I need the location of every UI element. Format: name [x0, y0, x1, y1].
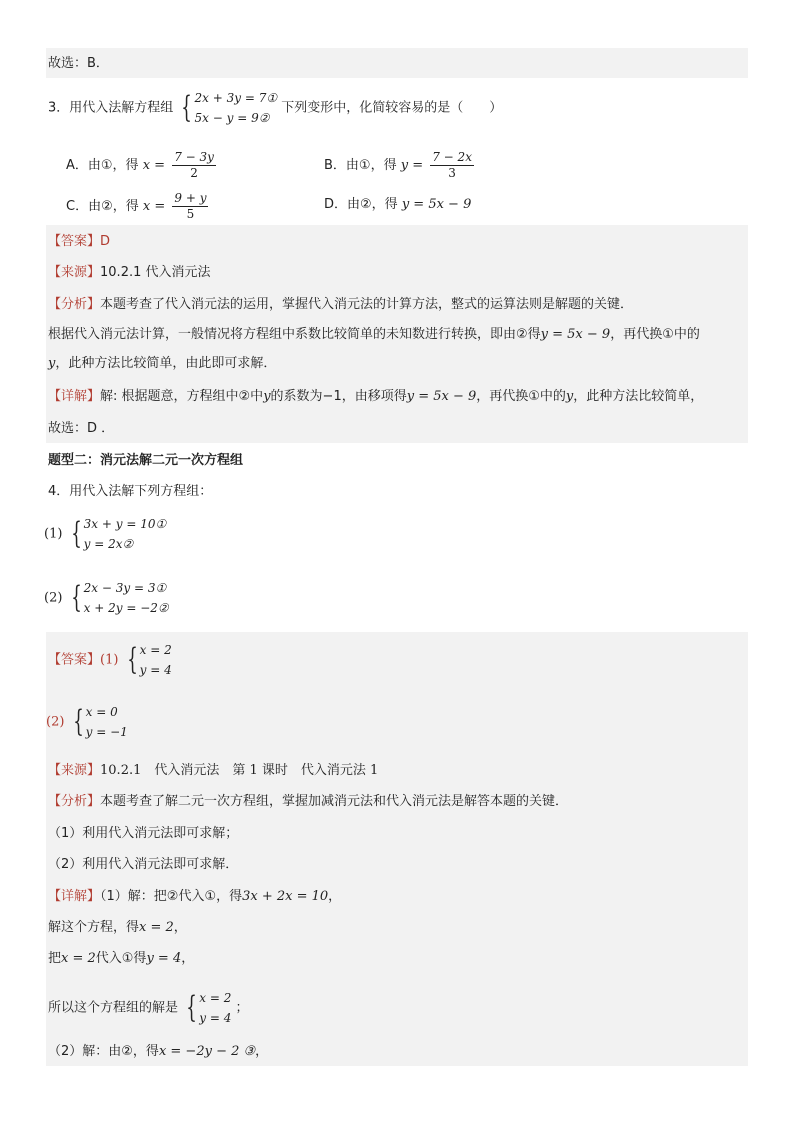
- detail-text: ，: [328, 889, 342, 904]
- analysis-text: ，再代换①中的: [610, 327, 700, 342]
- q4-source: [48, 762, 378, 780]
- equation: x = 0: [85, 705, 118, 719]
- q4-part2-system: [67, 578, 169, 618]
- detail-text: ，再代换①中的: [476, 389, 566, 404]
- option-d-prefix: D．由②，得: [324, 197, 398, 212]
- option-b-denominator: 3: [448, 166, 456, 180]
- detail-expr: y = 5x − 9: [406, 389, 477, 404]
- equation: y = −1: [85, 725, 128, 739]
- detail-text: 代入①得: [95, 951, 147, 966]
- brace-icon: {: [72, 704, 84, 739]
- prev-answer: 故选：B．: [48, 56, 109, 71]
- q3-stem-prefix: 3．用代入法解方程组: [48, 100, 174, 116]
- part-label: (2): [46, 714, 65, 730]
- option-c-denominator: 5: [186, 207, 195, 221]
- part-label: (2): [44, 590, 63, 606]
- equation: y = 4: [139, 663, 172, 677]
- equation: x + 2y = −2②: [83, 601, 169, 615]
- option-a-denominator: 2: [190, 166, 198, 180]
- q3-analysis: [48, 296, 633, 314]
- answer-tag: 【答案】: [48, 234, 101, 249]
- detail-text: 把: [48, 951, 62, 966]
- detail-expr: x = 2: [61, 951, 96, 966]
- equation: y = 2x②: [83, 537, 134, 551]
- answer1-system: [123, 640, 172, 680]
- q4-detail-2: [48, 919, 187, 937]
- detail-text: ，此种方法比较简单，: [573, 389, 704, 404]
- detail-text: ，: [173, 920, 187, 935]
- detail4-system: [182, 988, 231, 1028]
- q3-final: 故选：D ．: [48, 421, 115, 436]
- source-tag: 【来源】: [48, 265, 101, 280]
- answer2-system: [69, 702, 128, 742]
- part-label: (1): [44, 526, 63, 542]
- source-value: 10.2.1 代入消元法 第 1 课时 代入消元法 1: [100, 763, 379, 778]
- detail-tag: 【详解】: [48, 889, 101, 904]
- q3-eq2: 5x − y = 9②: [194, 111, 270, 125]
- q3-source: [48, 264, 211, 282]
- option-b-fraction: [430, 150, 474, 181]
- analysis-var: y: [48, 356, 56, 371]
- q3-answer: [48, 233, 110, 251]
- analysis-text: 本题考查了代入消元法的运用，掌握代入消元法的计算方法，整式的运算法则是解题的关键．: [100, 297, 634, 312]
- q4-detail-1: [48, 888, 341, 906]
- source-tag: 【来源】: [48, 763, 101, 778]
- q4-analysis-1: （1）利用代入消元法即可求解；: [48, 826, 239, 841]
- q3-detail: [48, 388, 703, 406]
- analysis-tag: 【分析】: [48, 297, 101, 312]
- q3-option-d: [324, 196, 471, 214]
- detail-expr: x = 2: [139, 920, 174, 935]
- q4-part2: [44, 578, 169, 618]
- analysis-tag: 【分析】: [48, 794, 101, 809]
- detail-expr: y = 4: [146, 951, 182, 966]
- section-heading: 题型二：消元法解二元一次方程组: [48, 453, 244, 468]
- option-b-numerator: 7 − 2x: [432, 150, 472, 164]
- detail-text: 所以这个方程组的解是: [48, 1000, 179, 1016]
- brace-icon: {: [70, 516, 82, 551]
- equation: x = 2: [139, 643, 172, 657]
- answer-tag: 【答案】: [48, 652, 101, 668]
- q3-stem-suffix: 下列变形中，化简较容易的是（ ）: [281, 100, 503, 116]
- equation: 3x + y = 10①: [83, 517, 167, 531]
- q4-answer-1: [48, 640, 172, 680]
- detail-text: 解: 根据题意，方程组中②中: [100, 389, 264, 404]
- q4-detail-5: [48, 1043, 268, 1061]
- option-a-lhs: x =: [142, 158, 166, 173]
- analysis-expr: y = 5x − 9: [540, 327, 611, 342]
- detail-tag: 【详解】: [48, 389, 101, 404]
- q4-part1: [44, 514, 166, 554]
- option-c-prefix: C．由②，得: [66, 199, 139, 214]
- part-label: (1): [100, 652, 119, 668]
- detail-text: （2）解：由②，得: [48, 1044, 159, 1059]
- q3-system: [177, 88, 277, 128]
- option-b-lhs: y =: [400, 158, 424, 173]
- detail-text: （1）解：把②代入①，得: [100, 889, 243, 904]
- equation: y = 4: [199, 1011, 232, 1025]
- answer-value: D: [100, 234, 111, 249]
- option-c-fraction: [172, 191, 208, 222]
- detail-var: y: [565, 389, 574, 404]
- brace-icon: {: [126, 642, 138, 677]
- q3-option-a: [66, 150, 216, 181]
- q3-analysis-line3: [48, 355, 276, 373]
- equation: 2x − 3y = 3①: [83, 581, 167, 595]
- detail-expr: x = −2y − 2 ③: [158, 1044, 256, 1059]
- source-value: 10.2.1 代入消元法: [100, 265, 211, 280]
- q3-analysis-line2: [48, 326, 700, 344]
- detail-text: 的系数为−1，由移项得: [270, 389, 407, 404]
- option-b-prefix: B．由①，得: [324, 158, 397, 173]
- option-c-numerator: 9 + y: [174, 191, 207, 205]
- option-d-expr: y = 5x − 9: [401, 197, 472, 212]
- detail-expr: 3x + 2x = 10: [242, 889, 329, 904]
- option-c-lhs: x =: [142, 199, 166, 214]
- q3-option-b: [324, 150, 474, 181]
- detail-var: y: [263, 389, 271, 404]
- analysis-text: 本题考查了解二元一次方程组，掌握加减消元法和代入消元法是解答本题的关键．: [100, 794, 569, 809]
- q4-detail-4: [48, 988, 249, 1028]
- q4-part1-system: [67, 514, 167, 554]
- detail-text: ，: [255, 1044, 269, 1059]
- answer-band-prev: [46, 48, 748, 78]
- brace-icon: {: [70, 580, 82, 615]
- q4-detail-3: [48, 950, 194, 968]
- brace-icon: {: [181, 90, 193, 125]
- option-a-numerator: 7 − 3y: [174, 150, 214, 164]
- detail-text: 解这个方程，得: [48, 920, 140, 935]
- q4-stem: 4．用代入法解下列方程组：: [48, 484, 213, 499]
- equation: x = 2: [199, 991, 232, 1005]
- analysis-text: ，此种方法比较简单，由此即可求解．: [55, 356, 277, 371]
- q3-option-c: [66, 191, 208, 222]
- analysis-text: 根据代入消元法计算，一般情况将方程组中系数比较简单的未知数进行转换，即由②得: [48, 327, 541, 342]
- q4-analysis-2: （2）利用代入消元法即可求解．: [48, 857, 239, 872]
- detail-text: ；: [235, 1000, 249, 1016]
- q3-eq1: 2x + 3y = 7①: [194, 91, 278, 105]
- option-a-prefix: A．由①，得: [66, 158, 139, 173]
- brace-icon: {: [186, 990, 197, 1025]
- q4-analysis: [48, 793, 568, 811]
- q3-stem: [48, 88, 502, 128]
- detail-text: ，: [181, 951, 195, 966]
- option-a-fraction: [172, 150, 216, 181]
- q4-answer-2: [46, 702, 128, 742]
